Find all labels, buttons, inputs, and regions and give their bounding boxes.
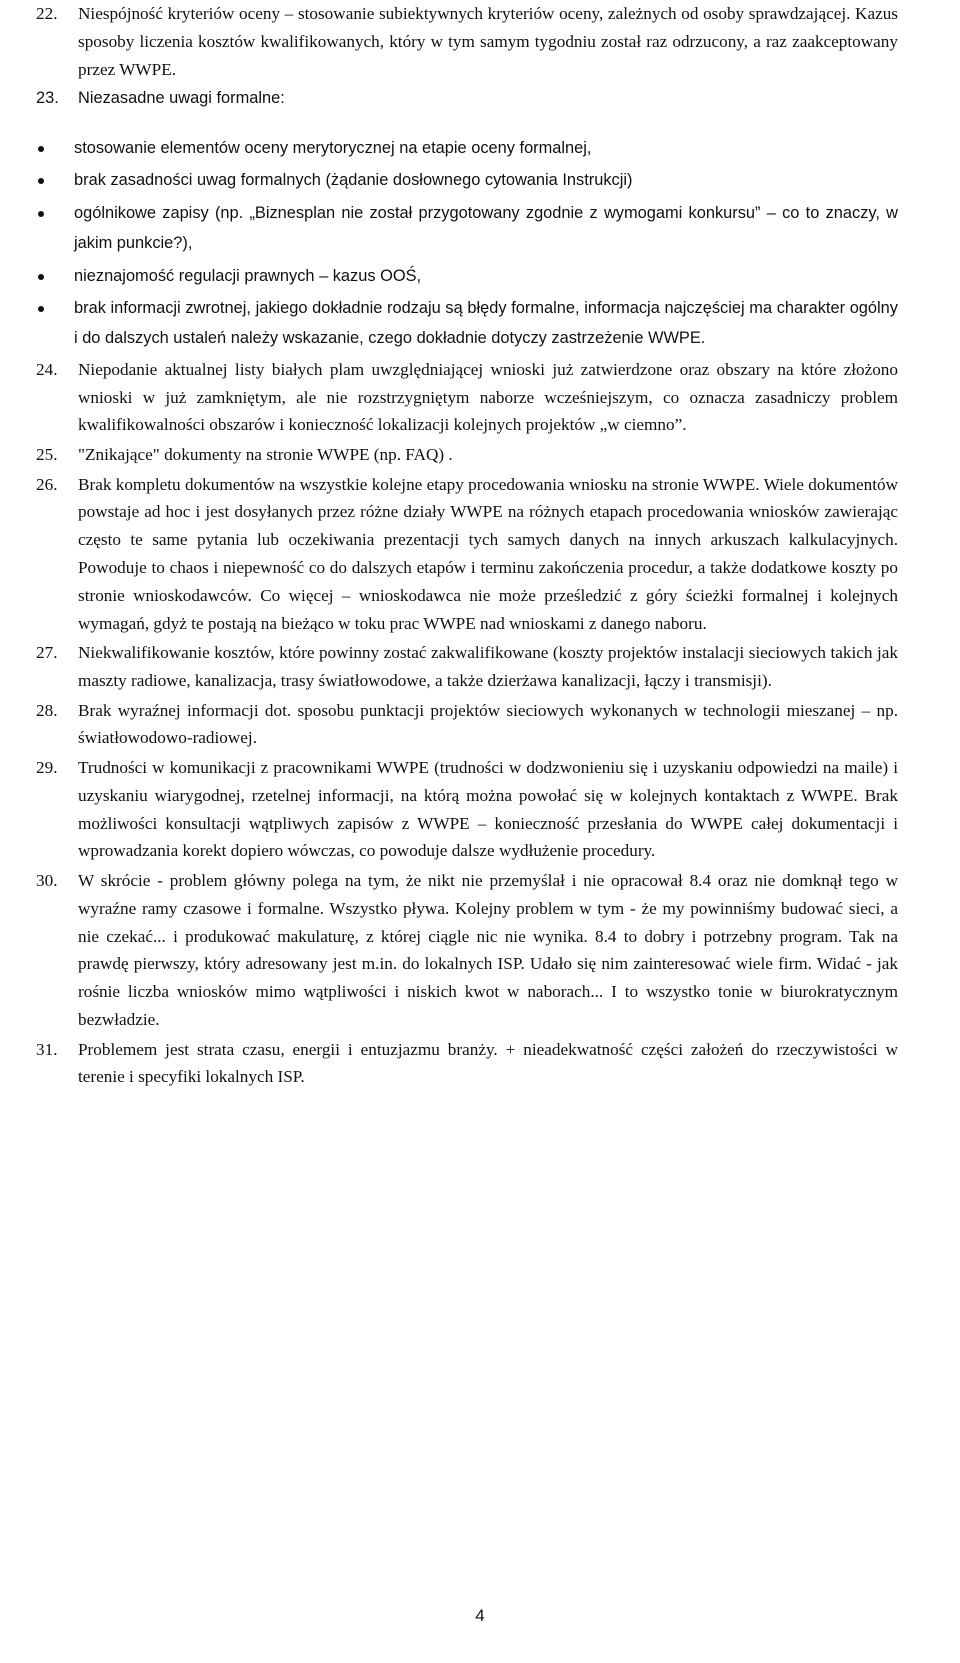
list-item-24 <box>36 356 898 439</box>
list-item-23 <box>36 85 898 113</box>
item-text: Niekwalifikowanie kosztów, które powinny zostać zakwalifikowane (koszty projektów instalacji sieciowych takich jak maszty radiowe, kanalizacja, trasy światłowodowe, a także dzierżawa kanalizacji, łączy i transmisji). <box>78 643 898 690</box>
item-number: 31. <box>36 1039 58 1059</box>
list-item-28 <box>36 697 898 753</box>
item-number: 22. <box>36 4 58 23</box>
item-number: 27. <box>36 643 58 663</box>
item-text: Brak wyraźnej informacji dot. sposobu punktacji projektów sieciowych wykonanych w technologii mieszanej – np. światłowodowo-radiowej. <box>78 700 898 748</box>
item-text: Trudności w komunikacji z pracownikami WWPE (trudności w dodzwonieniu się i uzyskaniu odpowiedzi na maile) i uzyskaniu wiarygodnej, rzetelnej informacji, na którą można powołać się w kolejnych kontaktach z WWPE. Brak możliwości konsultacji wątpliwych zapisów z WWPE – konieczność przesłania do WWPE całej dokumentacji i wprowadzania korekt dopiero wówczas, co powoduje dalsze wydłużenie procedury. <box>78 757 898 861</box>
item-text: Niepodanie aktualnej listy białych plam uwzględniającej wnioski już zatwierdzone oraz obszary na które złożono wnioski w już zamkniętym, ale nie rozstrzygniętym naborze wcześniejszym, co oznacza zasadniczy problem kwalifikowalności obszarów i konieczność lokalizacji kolejnych projektów „w ciemno”. <box>78 359 898 435</box>
bullet-text: brak zasadności uwag formalnych (żądanie dosłownego cytowania Instrukcji) <box>74 171 633 190</box>
bullet-item <box>36 165 898 195</box>
list-item-26 <box>36 471 898 638</box>
item-text: Niespójność kryteriów oceny – stosowanie subiektywnych kryteriów oceny, zależnych od osoby sprawdzającej. Kazus sposoby liczenia kosztów kwalifikowanych, który w tym samym tygodniu został raz odrzucony, a raz zaakceptowany przez WWPE. <box>78 4 898 79</box>
item-text: "Znikające" dokumenty na stronie WWPE (np. FAQ) . <box>78 445 453 465</box>
document-body <box>36 0 898 1093</box>
list-item-22 <box>36 0 898 83</box>
item-number: 25. <box>36 445 58 465</box>
bullet-item <box>36 133 898 163</box>
page-number: 4 <box>475 1606 485 1625</box>
item-number: 23. <box>36 89 59 108</box>
item-text: W skrócie - problem główny polega na tym, że nikt nie przemyślał i nie opracował 8.4 oraz nie domknął tego w wyraźne ramy czasowe i formalne. Wszystko pływa. Kolejny problem w tym - że my powinniśmy budować sieci, a nie czekać... i produkować makulaturę, z której ciągle nic nie wynika. 8.4 to dobry i potrzebny program. Tak na prawdę pierwszy, który adresowany jest m.in. do lokalnych ISP. Udało się nim zainteresować wiele firm. Widać - jak rośnie liczba wniosków mimo wątpliwości i niskich kwot w naborach... I to wszystko tonie w biurokratycznym bezwładzie. <box>78 870 898 1029</box>
bullet-item <box>36 261 898 291</box>
item-number: 29. <box>36 757 58 777</box>
bullet-text: brak informacji zwrotnej, jakiego dokładnie rodzaju są błędy formalne, informacja najczęściej ma charakter ogólny i do dalszych ustaleń należy wskazanie, czego dokładnie dotyczy zastrzeżenie WWPE. <box>74 299 898 348</box>
bullet-item <box>36 293 898 354</box>
item-text: Problemem jest strata czasu, energii i entuzjazmu branży. + nieadekwatność części założeń do rzeczywistości w terenie i specyfiki lokalnych ISP. <box>78 1039 898 1087</box>
list-item-25 <box>36 441 898 469</box>
item-number: 26. <box>36 474 58 494</box>
bullet-item <box>36 198 898 259</box>
bullet-list <box>36 133 898 354</box>
item-number: 28. <box>36 700 58 720</box>
bullet-text: stosowanie elementów oceny merytorycznej na etapie oceny formalnej, <box>74 138 592 157</box>
item-text: Brak kompletu dokumentów na wszystkie kolejne etapy procedowania wniosku na stronie WWPE. Wiele dokumentów powstaje ad hoc i jest dosyłanych przez różne działy WWPE na różnych etapach procedowania wniosków zawierając często te same pytania lub oczekiwania prezentacji tych samych danych na innych arkuszach kalkulacyjnych. Powoduje to chaos i niepewność co do dalszych etapów i terminu zakończenia procedur, a także dodatkowe koszty po stronie wnioskodawców. Co więcej – wnioskodawca nie może prześledzić z góry ścieżki formalnej i kolejnych wymagań, gdyż te postają na bieżąco w toku prac WWPE nad wnioskami z danego naboru. <box>78 474 898 633</box>
list-item-29 <box>36 754 898 865</box>
bullet-text: ogólnikowe zapisy (np. „Biznesplan nie został przygotowany zgodnie z wymogami konkursu” – co to znaczy, w jakim punkcie?), <box>74 203 898 253</box>
item-number: 30. <box>36 870 58 890</box>
list-item-27 <box>36 639 898 695</box>
bullet-text: nieznajomość regulacji prawnych – kazus OOŚ, <box>74 266 422 285</box>
item-number: 24. <box>36 359 58 379</box>
item-text: Niezasadne uwagi formalne: <box>78 89 285 108</box>
list-item-30 <box>36 867 898 1034</box>
list-item-31 <box>36 1036 898 1092</box>
